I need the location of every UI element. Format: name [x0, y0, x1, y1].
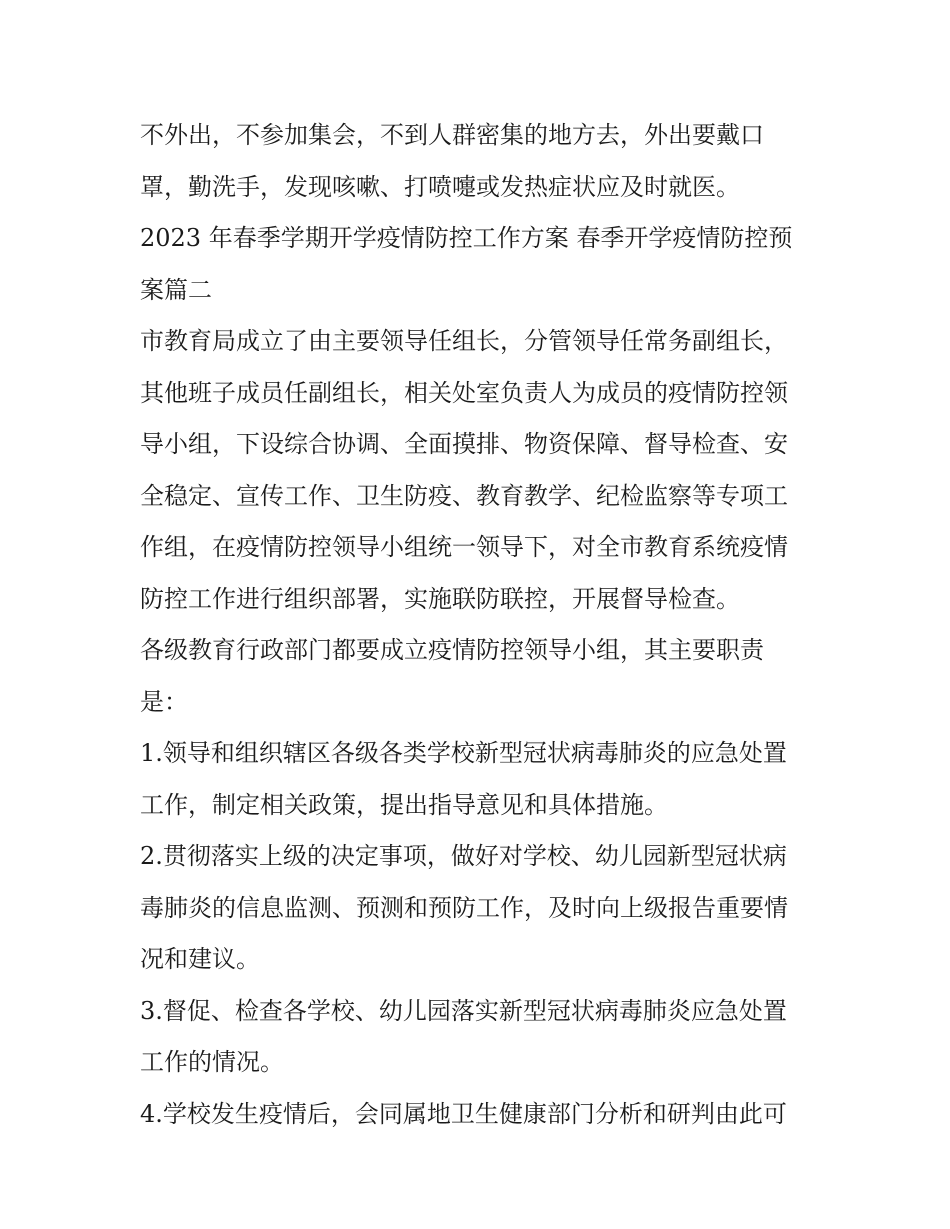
text-line: 市教育局成立了由主要领导任组长，分管领导任常务副组长，: [140, 327, 788, 355]
list-item-line: 4.学校发生疫情后，会同属地卫生健康部门分析和研判由此可: [140, 1099, 787, 1128]
list-item-line: 况和建议。: [140, 945, 260, 973]
document-body: [140, 110, 815, 1140]
text-line: 防控工作进行组织部署，实施联防联控，开展督导检查。: [140, 584, 740, 613]
text-line: 是：: [140, 687, 188, 716]
list-item-line: 工作，制定相关政策，提出指导意见和具体措施。: [140, 790, 668, 819]
section-heading-line: 2023 年春季学期开学疫情防控工作方案 春季开学疫情防控预: [140, 224, 793, 252]
text-line: 各级教育行政部门都要成立疫情防控领导小组，其主要职责: [140, 636, 764, 664]
section-heading-line: 案篇二: [140, 275, 212, 304]
text-line: 不外出，不参加集会，不到人群密集的地方去，外出要戴口: [140, 121, 764, 149]
list-item-line: 3.督促、检查各学校、幼儿园落实新型冠状病毒肺炎应急处置: [140, 996, 787, 1025]
list-item-line: 毒肺炎的信息监测、预测和预防工作，及时向上级报告重要情: [140, 893, 788, 922]
list-item-line: 1.领导和组织辖区各级各类学校新型冠状病毒肺炎的应急处置: [140, 739, 787, 767]
text-line: 全稳定、宣传工作、卫生防疫、教育教学、纪检监察等专项工: [140, 481, 788, 510]
text-line: 作组，在疫情防控领导小组统一领导下，对全市教育系统疫情: [140, 533, 788, 561]
text-line: 导小组，下设综合协调、全面摸排、物资保障、督导检查、安: [140, 430, 788, 458]
text-line: 罩，勤洗手，发现咳嗽、打喷嚏或发热症状应及时就医。: [140, 172, 740, 201]
text-line: 其他班子成员任副组长，相关处室负责人为成员的疫情防控领: [140, 378, 788, 407]
list-item-line: 工作的情况。: [140, 1048, 284, 1076]
list-item-line: 2.贯彻落实上级的决定事项，做好对学校、幼儿园新型冠状病: [140, 842, 787, 870]
